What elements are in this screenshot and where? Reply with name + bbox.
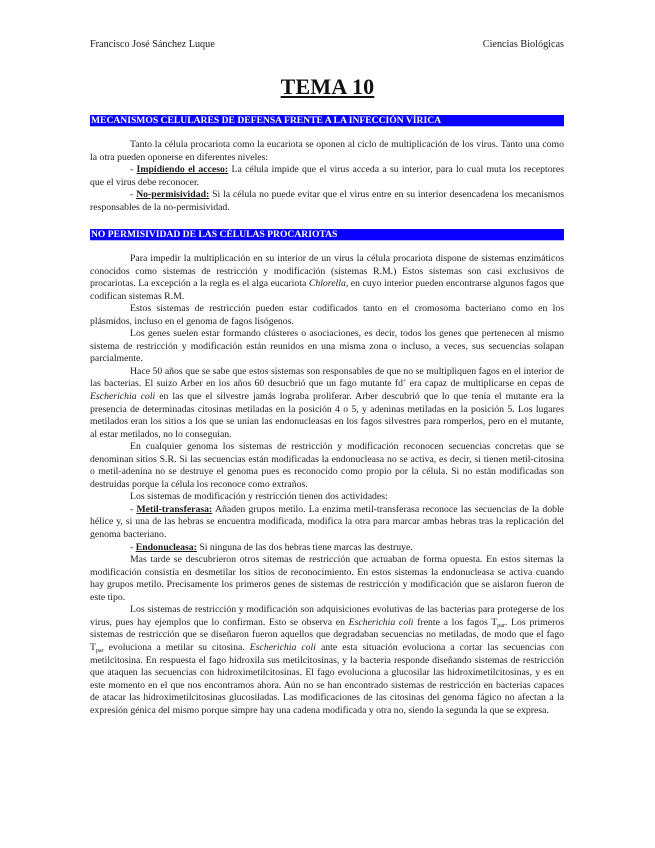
section-body-non-permissivity — [90, 253, 564, 717]
paragraph: En cualquier genoma los sistemas de restricción y modificación reconocen secuencias concretas que se denominan sitios S.R. Si las secuencias están modificadas la endonucleasa no se activa, es decir, si tienen metil-citosina o metil-adenina no se destruye el genoma pues es reconocido como propio por la célula. Si no están modificadas son destruidas porque la célula los reconoce como extraños. — [90, 441, 564, 490]
paragraph: Los sistemas de modificación y restricción tienen dos actividades: — [130, 491, 388, 503]
section-body-defense-mechanisms — [90, 139, 564, 214]
term: Metil-transferasa: — [136, 503, 213, 515]
paragraph: Los sistemas de restricción y modificación son adquisiciones evolutivas de las bacterias para protegerse de los virus, pues hay ejemplos que lo confirman. Esto se observa en Escherichia coli frente a los fagos $T_{par}$. Los primeros sistemas de restricción que se diseñaron fueron aquellos que degradaban secuencias no metiladas, de modo que el fago $T_{par}$ evoluciona a metilar su citosina. Escherichia coli ante esta situación evoluciona a cortar las secuencias con metilcitosina. En respuesta el fago hidroxila sus metilcitosinas, y la bacteria responde diseñando sistemas de restricción que ataquen las secuencias con hidroximetilcitosinas. El fago evoluciona a glucosilar las hidroximetilcitosinas, y es en este momento en el que nos encontramos ahora. Aún no se han encontrado sistemas de restricción en bacterias capaces de atacar las hidroximetilcitosinas glucosiladas. Las modificaciones de las citosinas del genoma fágico no afectan a la expresión génica del mismo porque simpre hay una cadena modificada y otra no, siendo la segunda la que se expresa. — [90, 604, 564, 716]
list-item: - Endonucleasa: Si ninguna de las dos hebras tiene marcas las destruye. — [130, 541, 413, 553]
subject-name: Ciencias Biológicas — [482, 39, 564, 50]
paragraph: Mas tarde se descubrieron otros sitemas de restricción que actuaban de forma opuesta. En estos sitemas la modificación consistía en desmetilar los sitios de reconocimiento. En estos sistemas la endonucleasa se activa cuando hay grupos metilo. Precisamente los primeros genes de sistemas de restricción y modificación que se aislaron fueron de este tipo. — [90, 554, 564, 603]
list-item: - Impidiendo el acceso: La célula impide que el virus acceda a su interior, para lo cual muta los receptores que el virus debe reconocer. — [90, 164, 564, 188]
section-heading-non-permissivity: NO PERMISIVIDAD DE LAS CÉLULAS PROCARIOTAS — [90, 229, 564, 241]
page-header — [90, 39, 564, 53]
term: Endonucleasa: — [135, 541, 197, 553]
term: Impidiendo el acceso: — [136, 164, 229, 176]
paragraph: Para impedir la multiplicación en su interior de un virus la célula procariota dispone de sistemas enzimáticos conocidos como sistemas de restricción y modificación (sistemas R.M.) Estos sistemas son casi exclusivos de procariotas. La excepción a la regla es el alga eucariota Chlorella, en cuyo interior pueden encontrarse algunos fagos que codifican sistemas R.M. — [90, 253, 564, 302]
paragraph: Los genes suelen estar formando clústeres o asociaciones, es decir, todos los genes que pertenecen al mismo sistema de restricción y modificación están reunidos en una misma zona o incluso, a veces, sus secuencias solapan parcialmente. — [90, 328, 564, 365]
list-item: - Metil-transferasa: Añaden grupos metilo. La enzima metil-transferasa reconoce las secuencias de la doble hélice y, si una de las hebras se encuentra modificada, modifica la otra para marcar ambas hebras tras la replicación del genoma bacteriano. — [90, 503, 565, 541]
paragraph: Estos sistemas de restricción pueden estar codificados tanto en el cromosoma bacteriano como en los plásmidos, incluso en el genoma de fagos lisógenos. — [90, 303, 564, 327]
paragraph: Hace 50 años que se sabe que estos sistemas son responsables de que no se multipliquen fagos en el interior de las bacterias. El suizo Arber en los años 60 desucbrió que un fago mutante fd+ era capaz de multiplicarse en cepas de Escherichia coli en las que el silvestre jamás lograba proliferar. Arber descubrió que lo que tenía el mutante era la presencia de determinadas citosinas metiladas en la posición 4 o 5, y adeninas metiladas en la posición 5. Los lugares metilados eran los sitios a los que se unían las endonucleasas en los fagos silvestres para romperlos, pero en el mutante, al estar metilados, no lo conseguían. — [90, 365, 564, 440]
author-name: Francisco José Sánchez Luque — [90, 39, 215, 50]
term: No-permisividad: — [136, 189, 210, 201]
paragraph: Tanto la célula procariota como la eucariota se oponen al ciclo de multiplicación de los virus. Tanto una como la otra pueden oponerse en diferentes niveles: — [90, 139, 564, 163]
section-heading-defense-mechanisms: MECANISMOS CELULARES DE DEFENSA FRENTE A LA INFECCIÓN VÍRICA — [90, 115, 564, 127]
list-item: - No-permisividad: Si la célula no puede evitar que el virus entre en su interior desencadena los mecanismos responsables de la no-permisividad. — [90, 189, 564, 213]
document-title: TEMA 10 — [280, 74, 375, 99]
